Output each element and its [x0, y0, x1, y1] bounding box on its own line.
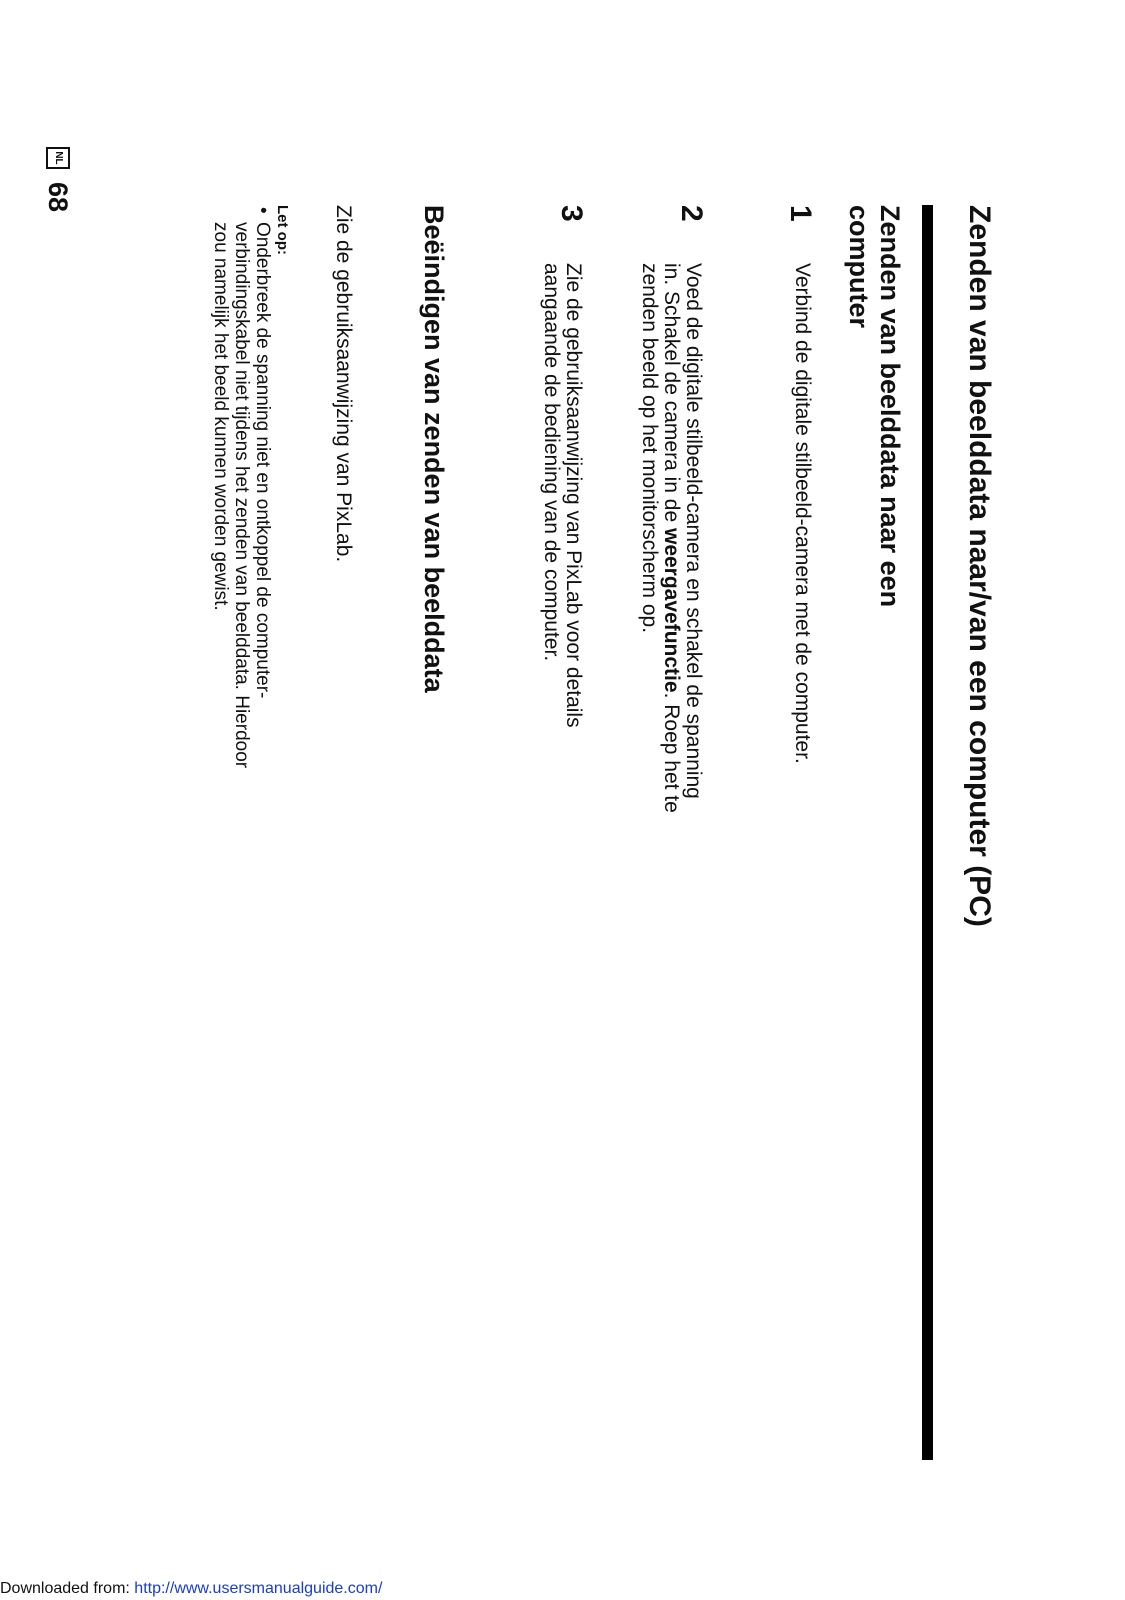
section-heading-end: Beëindigen van zenden van beelddata — [419, 205, 449, 693]
note-text: Onderbreek de spanning niet en ontkoppel de computer-verbindingskabel niet tijdens het zenden van beelddata. Hierdoor zou namelijk het beeld kunnen worden gewist. — [210, 222, 273, 769]
section-body-text: Zie de gebruiksaanwijzing van PixLab. — [332, 205, 355, 563]
step-number: 1 — [784, 205, 817, 222]
step-number: 3 — [555, 205, 588, 222]
title-underline-bar — [922, 205, 933, 1460]
section-heading-send: Zenden van beelddata naar een computer — [844, 205, 905, 608]
footer — [0, 1579, 382, 1599]
step-2 — [584, 205, 708, 813]
footer-label: Downloaded from: — [0, 1580, 135, 1597]
note-label: Let op: — [274, 205, 291, 255]
step-3 — [464, 205, 588, 805]
page-number: 68 — [43, 182, 73, 213]
step-text-part: Voed de digitale stilbeeld-camera en schakel de spanning in. Schakel de camera in de — [660, 263, 705, 799]
language-badge-icon: NL — [46, 147, 70, 169]
step-text-emphasis: weergavefunctie — [660, 527, 683, 693]
bullet-icon: • — [252, 207, 273, 214]
step-text — [638, 263, 704, 823]
step-text: Verbind de digitale stilbeeld-camera met de computer. — [791, 263, 814, 764]
step-1 — [693, 205, 817, 805]
step-text: Zie de gebruiksaanwijzing van PixLab voor details aangaande de bediening van de computer. — [540, 263, 585, 728]
footer-link[interactable]: http://www.usersmanualguide.com/ — [134, 1580, 383, 1597]
page-title: Zenden van beelddata naar/van een computer (PC) — [963, 205, 996, 927]
step-text-part: . Roep het te zenden beeld op het monitorscherm op. — [638, 263, 683, 813]
step-number: 2 — [675, 205, 708, 222]
